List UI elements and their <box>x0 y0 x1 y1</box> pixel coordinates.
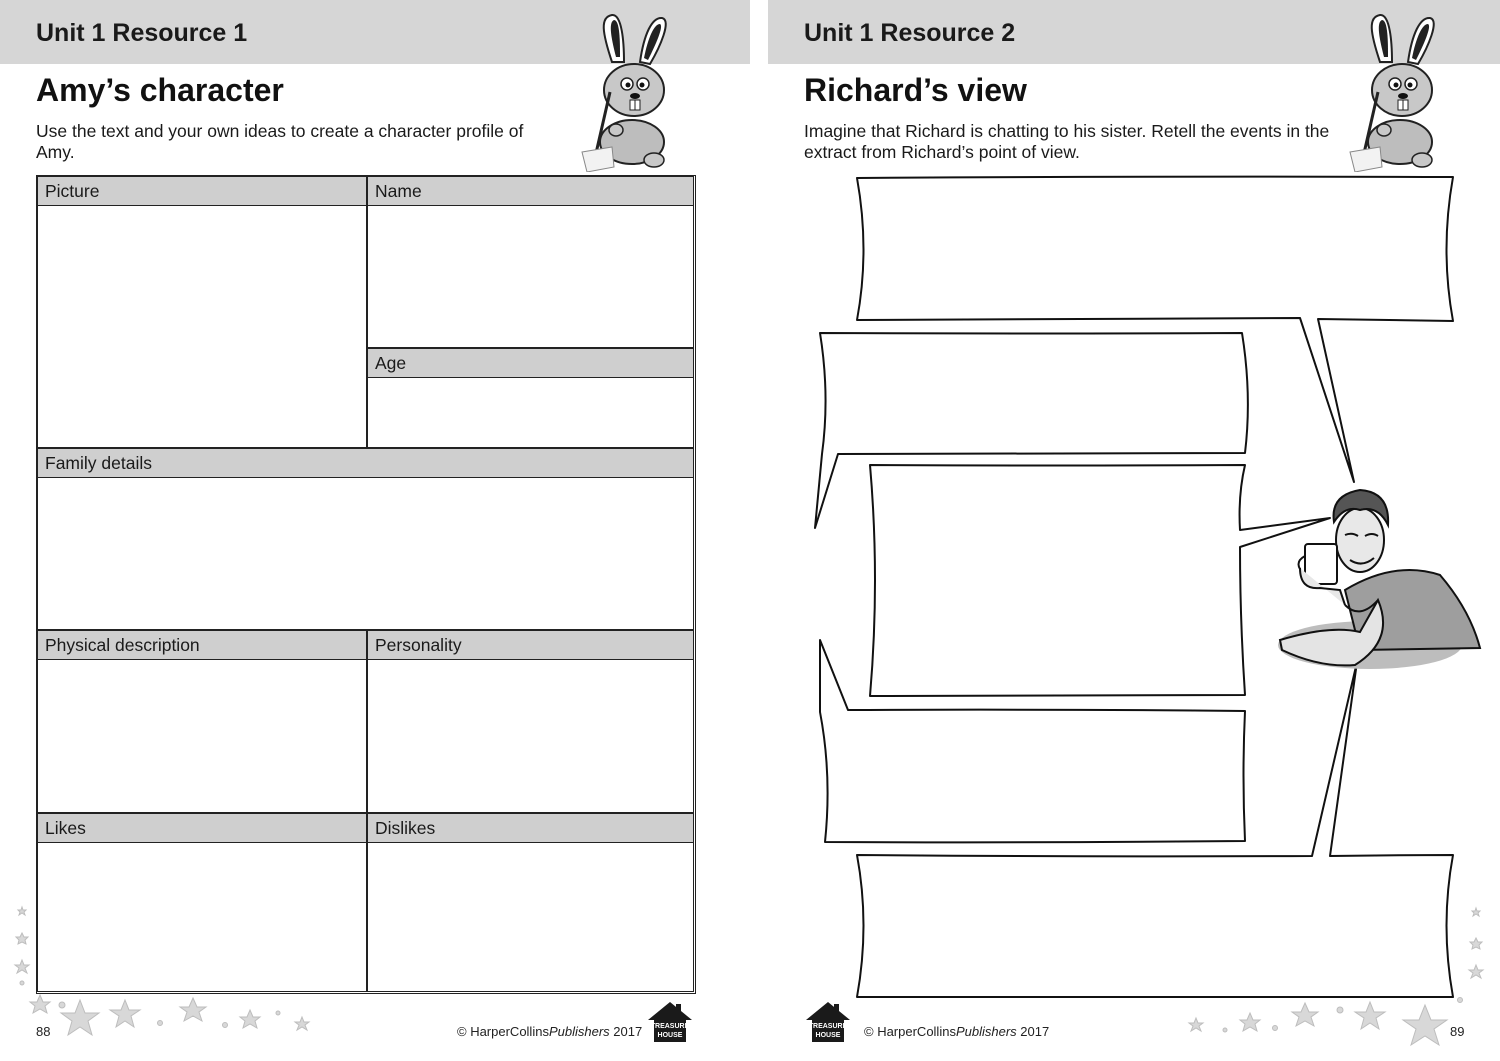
age-label: Age <box>368 349 693 378</box>
speech-bubbles-area <box>768 0 1500 1061</box>
page-number: 88 <box>36 1024 51 1039</box>
instructions: Use the text and your own ideas to create a character profile of Amy. <box>36 121 524 162</box>
dislikes-box[interactable] <box>367 813 694 992</box>
copyright-publishers: Publishers <box>548 1024 610 1039</box>
treasure-house-logo-icon <box>804 1000 852 1044</box>
likes-label: Likes <box>38 814 366 843</box>
dislikes-label: Dislikes <box>368 814 693 843</box>
logo-text-top: TREASURE <box>808 1023 848 1030</box>
copyright-publishers: Publishers <box>955 1024 1017 1039</box>
unit-label: Unit 1 Resource 1 <box>36 19 248 47</box>
family-details-box[interactable] <box>37 448 694 630</box>
copyright-year: 2017 <box>1016 1024 1050 1039</box>
rabbit-mascot-icon <box>572 12 682 172</box>
logo-text-bottom: HOUSE <box>815 1032 841 1039</box>
physical-description-label: Physical description <box>38 631 366 660</box>
family-details-label: Family details <box>38 449 693 478</box>
copyright-prefix: © HarperCollins <box>457 1024 549 1039</box>
personality-label: Personality <box>368 631 693 660</box>
logo-text-top: TREASURE <box>650 1023 690 1030</box>
right-page <box>768 0 1500 1061</box>
page-title: Amy’s character <box>36 72 284 108</box>
speech-bubble-3 <box>870 465 1330 696</box>
name-box[interactable] <box>367 176 694 348</box>
name-label: Name <box>368 177 693 206</box>
copyright-notice <box>457 1024 642 1039</box>
picture-box[interactable] <box>37 176 367 448</box>
unit-label: Unit 1 Resource 2 <box>804 19 1016 47</box>
physical-description-box[interactable] <box>37 630 367 813</box>
picture-label: Picture <box>38 177 366 206</box>
copyright-prefix: © HarperCollins <box>864 1024 956 1039</box>
star-icon <box>10 895 330 1055</box>
age-box[interactable] <box>367 348 694 448</box>
page-number: 89 <box>1450 1024 1465 1039</box>
logo-text-bottom: HOUSE <box>657 1032 683 1039</box>
personality-box[interactable] <box>367 630 694 813</box>
copyright-notice <box>864 1024 1049 1039</box>
treasure-house-logo-icon <box>646 1000 694 1044</box>
instructions: Imagine that Richard is chatting to his sister. Retell the events in the extract from Richard’s point of view. <box>804 121 1330 162</box>
man-with-mug-illustration <box>1278 490 1480 669</box>
copyright-year: 2017 <box>609 1024 643 1039</box>
page-title: Richard’s view <box>804 72 1027 108</box>
character-profile-table <box>36 175 696 994</box>
